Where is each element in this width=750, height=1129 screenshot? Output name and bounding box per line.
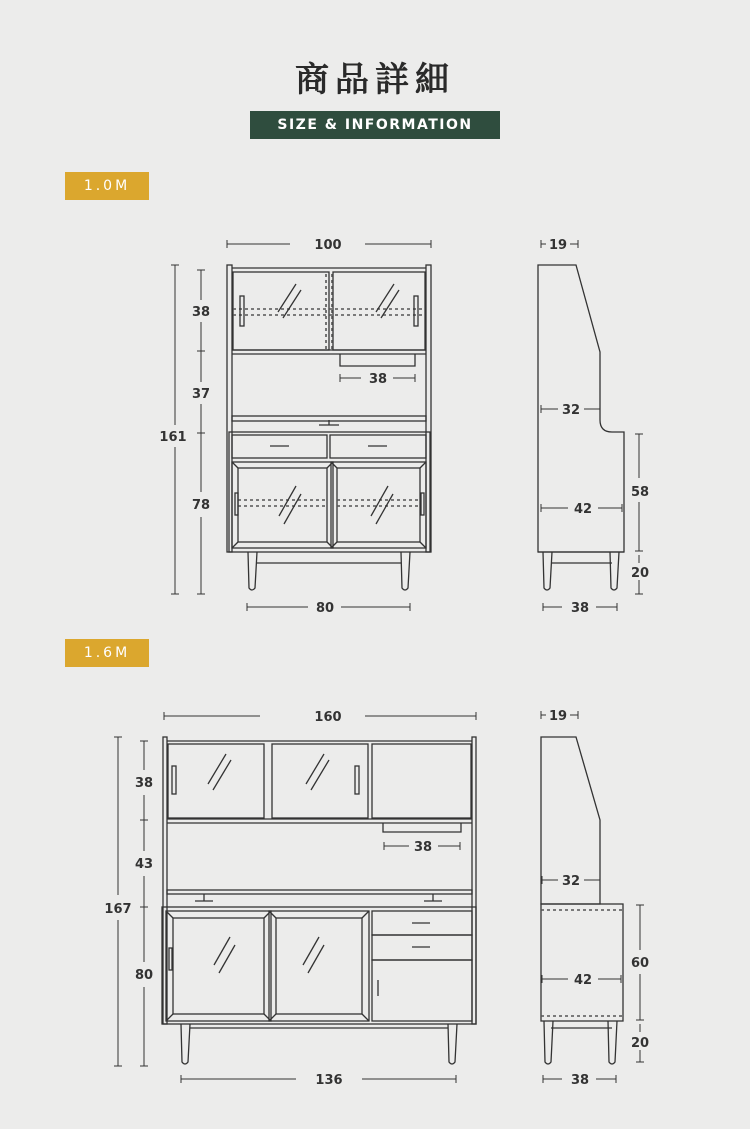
dim-16m-lower: 80 <box>134 968 154 983</box>
section-subtitle: SIZE & INFORMATION <box>250 111 500 139</box>
dim-16m-depth-top: 19 <box>548 709 568 724</box>
dim-1m-depth-base: 38 <box>570 601 590 616</box>
dim-1m-upper: 38 <box>191 305 211 320</box>
dim-1m-depth-mid: 32 <box>561 403 581 418</box>
dim-16m-depth-lower: 42 <box>573 973 593 988</box>
dim-1m-height-total: 161 <box>159 430 187 445</box>
dim-16m-inner-shelf: 38 <box>413 840 433 855</box>
dim-16m-height-leg: 20 <box>630 1036 650 1051</box>
cabinet-1m-side <box>538 238 649 616</box>
cabinet-1m-front <box>159 238 431 616</box>
dim-16m-depth-base: 38 <box>570 1073 590 1088</box>
dim-1m-depth-lower: 42 <box>573 502 593 517</box>
size-tag-1m: 1.0M <box>65 172 149 200</box>
dim-1m-width-base: 80 <box>315 601 335 616</box>
dim-1m-depth-top: 19 <box>548 238 568 253</box>
dim-1m-height-lower: 58 <box>630 485 650 500</box>
dim-1m-inner-shelf: 38 <box>368 372 388 387</box>
dim-16m-width-top: 160 <box>314 710 342 725</box>
page-title: 商品詳細 <box>295 60 455 100</box>
dim-16m-height-lower: 60 <box>630 956 650 971</box>
dim-16m-upper: 38 <box>134 776 154 791</box>
dim-16m-depth-mid: 32 <box>561 874 581 889</box>
cabinet-16m-front <box>104 710 476 1088</box>
dim-1m-lower: 78 <box>191 498 211 513</box>
dim-1m-width-top: 100 <box>314 238 342 253</box>
dim-16m-middle: 43 <box>134 857 154 872</box>
size-tag-16m: 1.6M <box>65 639 149 667</box>
dim-16m-width-base: 136 <box>315 1073 343 1088</box>
dim-1m-middle: 37 <box>191 387 211 402</box>
dim-16m-height-total: 167 <box>104 902 132 917</box>
cabinet-16m-side <box>541 709 649 1088</box>
dim-1m-height-leg: 20 <box>630 566 650 581</box>
